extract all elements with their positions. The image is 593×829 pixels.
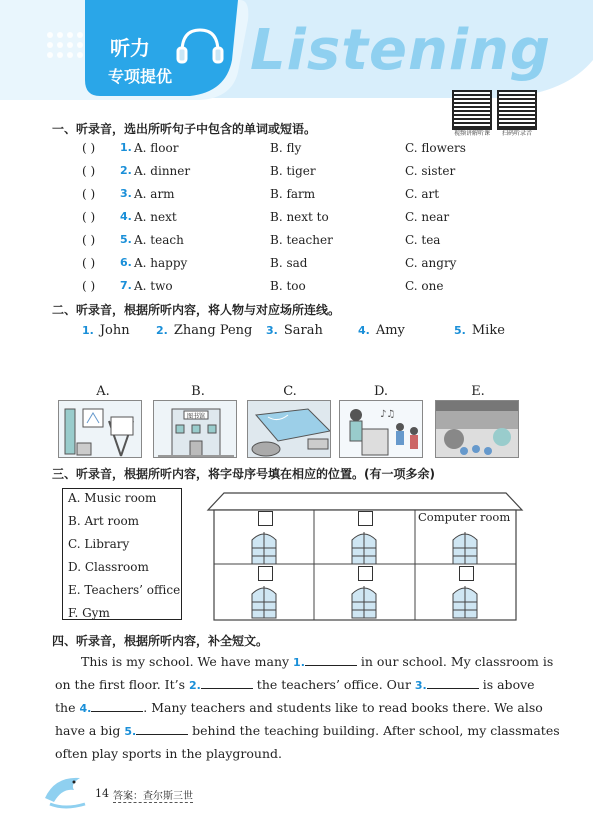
blank-3[interactable] [427,675,479,689]
option-c: C. art [405,187,440,201]
badge-subtitle: 专项提优 [108,67,173,86]
room-option: C. Library [68,537,130,551]
answer-bracket[interactable]: ( ) [82,210,96,224]
name-item[interactable]: 2. Zhang Peng [156,323,253,338]
picture-label-a: A. [96,384,110,399]
answer-box[interactable] [258,566,273,581]
answer-note: 答案：查尔斯三世 [113,787,193,803]
section4-title: 四、听录音，根据所听内容，补全短文。 [52,634,269,648]
question-row [82,164,542,182]
name-item[interactable]: 4. Amy [358,323,405,338]
picture-label-c: C. [283,384,297,399]
option-b: B. farm [270,187,316,201]
question-number: 1. [120,141,132,154]
option-a: A. dinner [134,164,191,178]
picture-swimming-pool[interactable] [247,400,331,458]
blank-2[interactable] [201,675,253,689]
window-icon [453,586,477,618]
room-option: D. Classroom [68,560,149,574]
question-number: 3. [120,187,132,200]
question-number: 4. [120,210,132,223]
qr-code-right[interactable] [497,90,537,130]
option-b: B. teacher [270,233,333,247]
blank-4[interactable] [91,698,143,712]
room-option: F. Gym [68,606,110,620]
option-c: C. flowers [405,141,466,155]
window-icon [252,532,276,564]
answer-bracket[interactable]: ( ) [82,164,96,178]
question-number: 6. [120,256,132,269]
option-c: C. near [405,210,450,224]
svg-text:♪♫: ♪♫ [380,409,396,420]
picture-label-e: E. [471,384,485,399]
name-item[interactable]: 5. Mike [454,323,505,338]
picture-library[interactable] [153,400,237,458]
question-row [82,210,542,228]
option-a: A. two [134,279,173,293]
dolphin-icon [40,768,90,812]
option-a: A. happy [134,256,188,270]
question-number: 2. [120,164,132,177]
answer-bracket[interactable]: ( ) [82,256,96,270]
answer-bracket[interactable]: ( ) [82,187,96,201]
question-number: 5. [120,233,132,246]
answer-bracket[interactable]: ( ) [82,279,96,293]
picture-art-room[interactable] [58,400,142,458]
section3-title: 三、听录音，根据所听内容，将字母序号填在相应的位置。(有一项多余) [52,467,435,481]
window-icon [453,532,477,564]
blank-1[interactable] [305,652,357,666]
section1-title: 一、听录音，选出所听句子中包含的单词或短语。 [52,122,317,136]
qr-code-left[interactable] [452,90,492,130]
question-row [82,279,542,297]
blank-5[interactable] [136,721,188,735]
option-c: C. one [405,279,444,293]
picture-garden[interactable] [435,400,519,458]
option-b: B. fly [270,141,302,155]
name-item[interactable]: 1. John [82,323,130,338]
option-b: B. sad [270,256,308,270]
computer-room-label: Computer room [418,510,511,524]
passage-line: the 4. . Many teachers and students like to read books there. We also [55,700,543,715]
picture-label-d: D. [373,384,389,399]
answer-box[interactable] [358,566,373,581]
name-item[interactable]: 3. Sarah [266,323,323,338]
page-number: 14 [95,787,109,800]
answer-box[interactable] [358,511,373,526]
library-sign: 图书馆 [186,413,206,420]
room-option: E. Teachers’ office [68,583,181,597]
question-row [82,233,542,251]
answer-box[interactable] [258,511,273,526]
window-icon [352,532,376,564]
option-a: A. next [134,210,177,224]
question-number: 7. [120,279,132,292]
picture-label-b: B. [191,384,205,399]
option-c: C. tea [405,233,441,247]
option-a: A. floor [134,141,179,155]
passage-line: on the first floor. It’s 2. the teachers’ office. Our 3. is above [55,677,535,692]
passage-line: This is my school. We have many 1. in our school. My classroom is [81,654,554,669]
question-row [82,187,542,205]
window-icon [252,586,276,618]
question-row [82,256,542,274]
banner-word: Listening [250,18,551,83]
option-b: B. too [270,279,306,293]
picture-music-room[interactable] [339,400,423,458]
option-a: A. arm [134,187,175,201]
qr-left-label: 视频讲解听课 [453,130,490,137]
option-b: B. tiger [270,164,316,178]
qr-right-label: 扫码听录音 [501,130,532,137]
option-b: B. next to [270,210,329,224]
answer-bracket[interactable]: ( ) [82,233,96,247]
option-a: A. teach [134,233,184,247]
badge-title: 听力 [110,36,150,60]
room-options-box [62,488,182,620]
room-option: A. Music room [68,491,157,505]
window-icon [352,586,376,618]
option-c: C. angry [405,256,457,270]
passage-line: have a big 5. behind the teaching building. After school, my classmates [55,723,560,738]
room-option: B. Art room [68,514,140,528]
option-c: C. sister [405,164,456,178]
answer-bracket[interactable]: ( ) [82,141,96,155]
answer-box[interactable] [459,566,474,581]
passage-line: often play sports in the playground. [55,746,282,761]
section2-title: 二、听录音，根据所听内容，将人物与对应场所连线。 [52,303,341,317]
question-row [82,141,542,159]
